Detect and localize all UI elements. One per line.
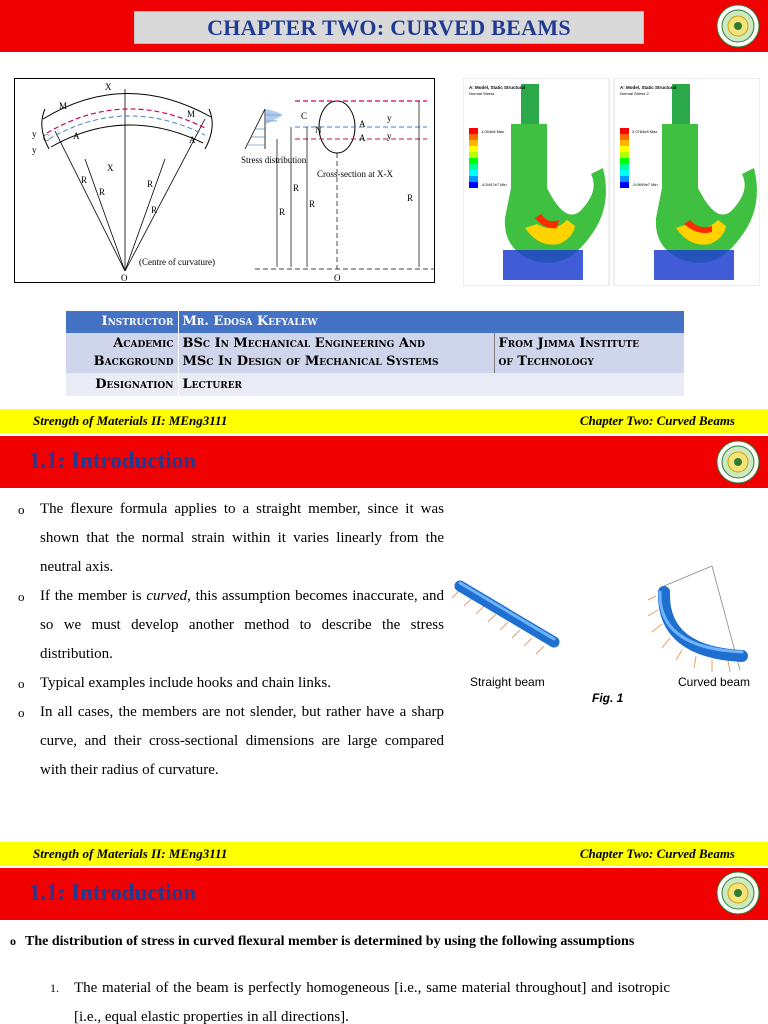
diagram-label-x-top: X — [105, 82, 112, 92]
diagram-label-o1: O — [121, 273, 128, 283]
course-strip — [0, 409, 768, 433]
background-row — [66, 333, 684, 373]
bullet-glyph: o — [10, 934, 16, 948]
diagram-label-a4: A — [359, 133, 366, 143]
bullet-glyph: o — [18, 676, 25, 691]
assumptions-lead — [10, 934, 760, 950]
curved-beam-label: Curved beam — [678, 675, 751, 689]
diagram-label-m-left: M — [59, 101, 68, 111]
fea-right-title: A: Model, Static Structural — [620, 85, 677, 90]
legend-swatch — [620, 182, 629, 188]
assumption-item — [50, 974, 670, 1024]
background-extra-line-2: of Technology — [498, 354, 594, 369]
legend-swatch — [620, 158, 629, 164]
background-extra — [494, 333, 684, 373]
page-title: CHAPTER TWO: CURVED BEAMS — [207, 14, 571, 40]
bullet-text: If the member is — [40, 588, 147, 604]
legend-swatch — [620, 134, 629, 140]
legend-swatch — [469, 146, 478, 152]
section-header — [0, 868, 768, 920]
legend-swatch — [469, 152, 478, 158]
background-extra-line-1: From Jimma Institute — [498, 336, 640, 351]
bullet-item — [16, 582, 444, 669]
diagram-label-r-outer: R — [407, 193, 414, 203]
diagram-label-y-left: y — [32, 129, 37, 139]
bullet-emphasis: curved — [146, 588, 188, 604]
university-logo — [716, 871, 760, 915]
section-header — [0, 436, 768, 488]
university-logo — [716, 440, 760, 484]
bullet-text: In all cases, the members are not slender, but rather have a sharp curve, and their cross-sectional dimensions are large compared with their radius of curvature. — [40, 704, 444, 778]
chapter-name: Chapter Two: Curved Beams — [579, 413, 735, 428]
legend-swatch — [620, 140, 629, 146]
title-banner — [0, 0, 768, 52]
diagram-label-r2: R — [293, 183, 300, 193]
diagram-label-y-o: y — [387, 113, 392, 123]
legend-swatch — [620, 164, 629, 170]
straight-beam — [460, 586, 554, 642]
legend-swatch — [620, 170, 629, 176]
bullet-glyph: o — [18, 589, 25, 604]
section-title: 1.1: Introduction — [29, 448, 196, 473]
legend-swatch — [469, 164, 478, 170]
diagram-label-x-mid: X — [107, 163, 114, 173]
diagram-label-r: R — [151, 205, 158, 215]
fea-left-min: -8.5447e7 Min — [481, 182, 507, 187]
diagram-label-y-c: y — [32, 145, 37, 155]
fea-hook-figure — [463, 78, 760, 286]
legend-swatch — [469, 170, 478, 176]
course-name: Strength of Materials II: MEng3111 — [33, 846, 228, 861]
fea-right-legend — [620, 128, 629, 188]
diagram-label-r-o: R — [81, 175, 88, 185]
fea-left-subtitle: Normal Stress — [469, 91, 495, 96]
background-value-line-2: MSc In Design of Mechanical Systems — [182, 354, 439, 369]
diagram-label-r-right: R — [309, 199, 316, 209]
instructor-key: Instructor — [66, 311, 178, 333]
bullet-item — [16, 495, 444, 582]
diagram-label-m-right: M — [187, 109, 196, 119]
course-strip — [0, 842, 768, 866]
assumptions-lead-text: The distribution of stress in curved flexural member is determined by using the following assumptions — [25, 934, 635, 949]
background-value — [178, 333, 494, 373]
course-name: Strength of Materials II: MEng3111 — [33, 413, 228, 428]
section-title: 1.1: Introduction — [29, 880, 196, 905]
straight-beam-label: Straight beam — [470, 675, 545, 689]
diagram-label-r-n: R — [147, 179, 154, 189]
diagram-label-c-mid: C — [301, 111, 308, 121]
diagram-label-y-i: y — [387, 131, 392, 141]
background-value-line-1: BSc In Mechanical Engineering And — [182, 336, 425, 351]
bullet-item — [16, 698, 444, 785]
instructor-table — [66, 311, 684, 396]
legend-swatch — [469, 158, 478, 164]
title-box — [134, 11, 644, 44]
diagram-label-n-mid: N — [315, 125, 322, 135]
diagram-label-r-i: R — [99, 187, 106, 197]
fea-right-max: 2.0784e8 Max — [632, 129, 658, 134]
curved-beam-diagram — [14, 78, 435, 283]
diagram-label-r-e: R — [279, 207, 286, 217]
legend-swatch — [469, 134, 478, 140]
legend-swatch — [469, 140, 478, 146]
assumption-number: 1. — [50, 981, 59, 995]
designation-value: Lecturer — [178, 373, 684, 396]
figure-caption: Fig. 1 — [592, 691, 624, 705]
bullet-item — [16, 669, 444, 698]
designation-key: Designation — [66, 373, 178, 396]
beam-comparison-figure — [450, 560, 760, 710]
legend-swatch — [620, 152, 629, 158]
fea-right-min: -9.0699e7 Min — [632, 182, 658, 187]
legend-swatch — [620, 128, 629, 134]
diagram-label-c-left: C — [43, 133, 50, 143]
designation-row — [66, 373, 684, 396]
diagram-stress-label: Stress distribution — [241, 155, 307, 165]
bullet-glyph: o — [18, 705, 25, 720]
diagram-label-a2: A — [189, 135, 196, 145]
fea-right-subtitle: Normal Stress 2 — [620, 91, 649, 96]
bullet-glyph: o — [18, 502, 25, 517]
diagram-label-a3: A — [359, 119, 366, 129]
legend-swatch — [469, 176, 478, 182]
chapter-name: Chapter Two: Curved Beams — [579, 846, 735, 861]
instructor-value: Mr. Edosa Kefyalew — [178, 311, 684, 333]
legend-swatch — [620, 176, 629, 182]
diagram-label-center: (Centre of curvature) — [139, 257, 215, 267]
fea-left-max: 1.054e8 Max — [481, 129, 505, 134]
bullet-text: Typical examples include hooks and chain links. — [40, 675, 331, 691]
background-key-line-2: Background — [93, 354, 174, 369]
university-logo — [716, 4, 760, 48]
background-key — [66, 333, 178, 373]
assumption-text: The material of the beam is perfectly homogeneous [i.e., same material throughout] and isotropic [i.e., equal elastic properties in all directions]. — [74, 980, 670, 1024]
legend-swatch — [620, 146, 629, 152]
diagram-label-a1: A — [73, 131, 80, 141]
legend-swatch — [469, 182, 478, 188]
diagram-label-o2: O — [334, 273, 341, 283]
intro-bullet-list — [16, 495, 444, 785]
diagram-cross-label: Cross-section at X-X — [317, 169, 393, 179]
bullet-text: The flexure formula applies to a straight member, since it was shown that the normal strain within it varies linearly from the neutral axis. — [40, 501, 444, 575]
instructor-row — [66, 311, 684, 333]
fea-left-legend — [469, 128, 478, 188]
background-key-line-1: Academic — [113, 336, 174, 351]
legend-swatch — [469, 128, 478, 134]
bullet-text-continued: , this assumption becomes inaccurate, and so we must develop another method to describe the stress distribution. — [40, 588, 445, 662]
fea-left-title: A: Model, Static Structural — [469, 85, 526, 90]
